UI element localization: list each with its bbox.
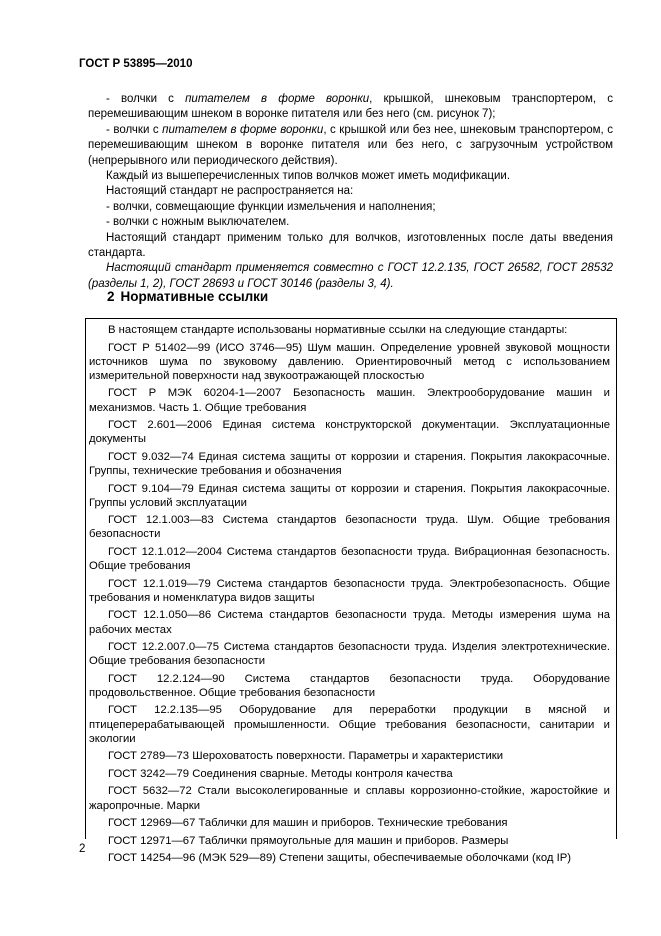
reference-item: ГОСТ 3242—79 Соединения сварные. Методы контроля качества (108, 767, 453, 780)
references-list (89, 323, 610, 869)
reference-item: ГОСТ 12.1.012—2004 Система стандартов безопасности труда. Вибрационная безопасность. Общие требования (89, 545, 610, 573)
reference-item: ГОСТ 12.2.124—90 Система стандартов безопасности труда. Оборудование продовольственное. Общие требования безопасности (89, 672, 610, 699)
reference-item: ГОСТ 12.1.050—86 Система стандартов безопасности труда. Методы измерения шума на рабочих местах (89, 609, 610, 636)
reference-item: ГОСТ 2789—73 Шероховатость поверхности. Параметры и характеристики (108, 750, 504, 763)
intro-joint-use: Настоящий стандарт применяется совместно с ГОСТ 12.2.135, ГОСТ 26582, ГОСТ 28532 (разделы 1, 2), ГОСТ 28693 и ГОСТ 30146 (разделы 3, 4). (88, 262, 613, 290)
intro-applicable: Настоящий стандарт применим только для волчков, изготовленных после даты введения стандарта. (88, 231, 613, 260)
section-heading (107, 289, 274, 304)
intro-item-1: - волчки с питателем в форме воронки, крышкой, шнековым транспортером, с перемешивающим шнеком в воронке питателя или без него (см. рисунок 7); (88, 93, 613, 121)
reference-item: ГОСТ Р МЭК 60204-1—2007 Безопасность машин. Электрооборудование машин и механизмов. Часть 1. Общие требования (89, 387, 610, 414)
reference-item: ГОСТ 12.2.007.0—75 Система стандартов безопасности труда. Изделия электротехнические. Общие требования безопасности (89, 641, 610, 668)
reference-item: ГОСТ 12.1.003—83 Система стандартов безопасности труда. Шум. Общие требования безопасности (89, 514, 610, 541)
intro-not-apply: Настоящий стандарт не распространяется на: (106, 185, 354, 198)
references-lead: В настоящем стандарте использованы нормативные ссылки на следующие стандарты: (108, 324, 568, 336)
reference-item: ГОСТ 9.032—74 Единая система защиты от коррозии и старения. Покрытия лакокрасочные. Группы, технические требования и обозначения (89, 450, 610, 478)
page-number: 2 (79, 843, 86, 855)
section-title: Нормативные ссылки (120, 289, 269, 304)
reference-item: ГОСТ 5632—72 Стали высоколегированные и сплавы коррозионно-стойкие, жаростойкие и жаропрочные. Марки (89, 785, 610, 812)
reference-item: ГОСТ 12.1.019—79 Система стандартов безопасности труда. Электробезопасность. Общие требования и номенклатура видов защиты (89, 577, 610, 604)
reference-item: ГОСТ 12971—67 Таблички прямоугольные для машин и приборов. Размеры (108, 834, 509, 847)
intro-modifications: Каждый из вышеперечисленных типов волчков может иметь модификации. (106, 170, 511, 183)
reference-item: ГОСТ Р 51402—99 (ИСО 3746—95) Шум машин. Определение уровней звуковой мощности источников шума по звуковому давлению. Ориентировочный метод с использованием измерительной поверхности над звукоотражающей плоскостью (89, 341, 610, 382)
section-number: 2 (107, 289, 115, 304)
intro-text (88, 92, 613, 292)
intro-item-2: - волчки с питателем в форме воронки, с крышкой или без нее, шнековым транспортером, с перемешивающим шнеком в воронке питателя или без него, с загрузочным устройством (непрерывного или периодического действия). (88, 123, 613, 167)
document-header: ГОСТ Р 53895—2010 (79, 58, 193, 70)
reference-item: ГОСТ 2.601—2006 Единая система конструкторской документации. Эксплуатационные документы (89, 419, 610, 446)
reference-item: ГОСТ 9.104—79 Единая система защиты от коррозии и старения. Покрытия лакокрасочные. Группы условий эксплуатации (89, 482, 610, 509)
reference-item: ГОСТ 12.2.135—95 Оборудование для переработки продукции в мясной и птицеперерабатывающей промышленности. Общие требования безопасности, санитарии и экологии (89, 704, 610, 745)
reference-item: ГОСТ 14254—96 (МЭК 529—89) Степени защиты, обеспечиваемые оболочками (код IP) (108, 852, 572, 865)
intro-not-apply-1: - волчки, совмещающие функции измельчения и наполнения; (106, 200, 436, 213)
reference-item: ГОСТ 12969—67 Таблички для машин и приборов. Технические требования (108, 817, 508, 830)
intro-not-apply-2: - волчки с ножным выключателем. (106, 216, 290, 229)
